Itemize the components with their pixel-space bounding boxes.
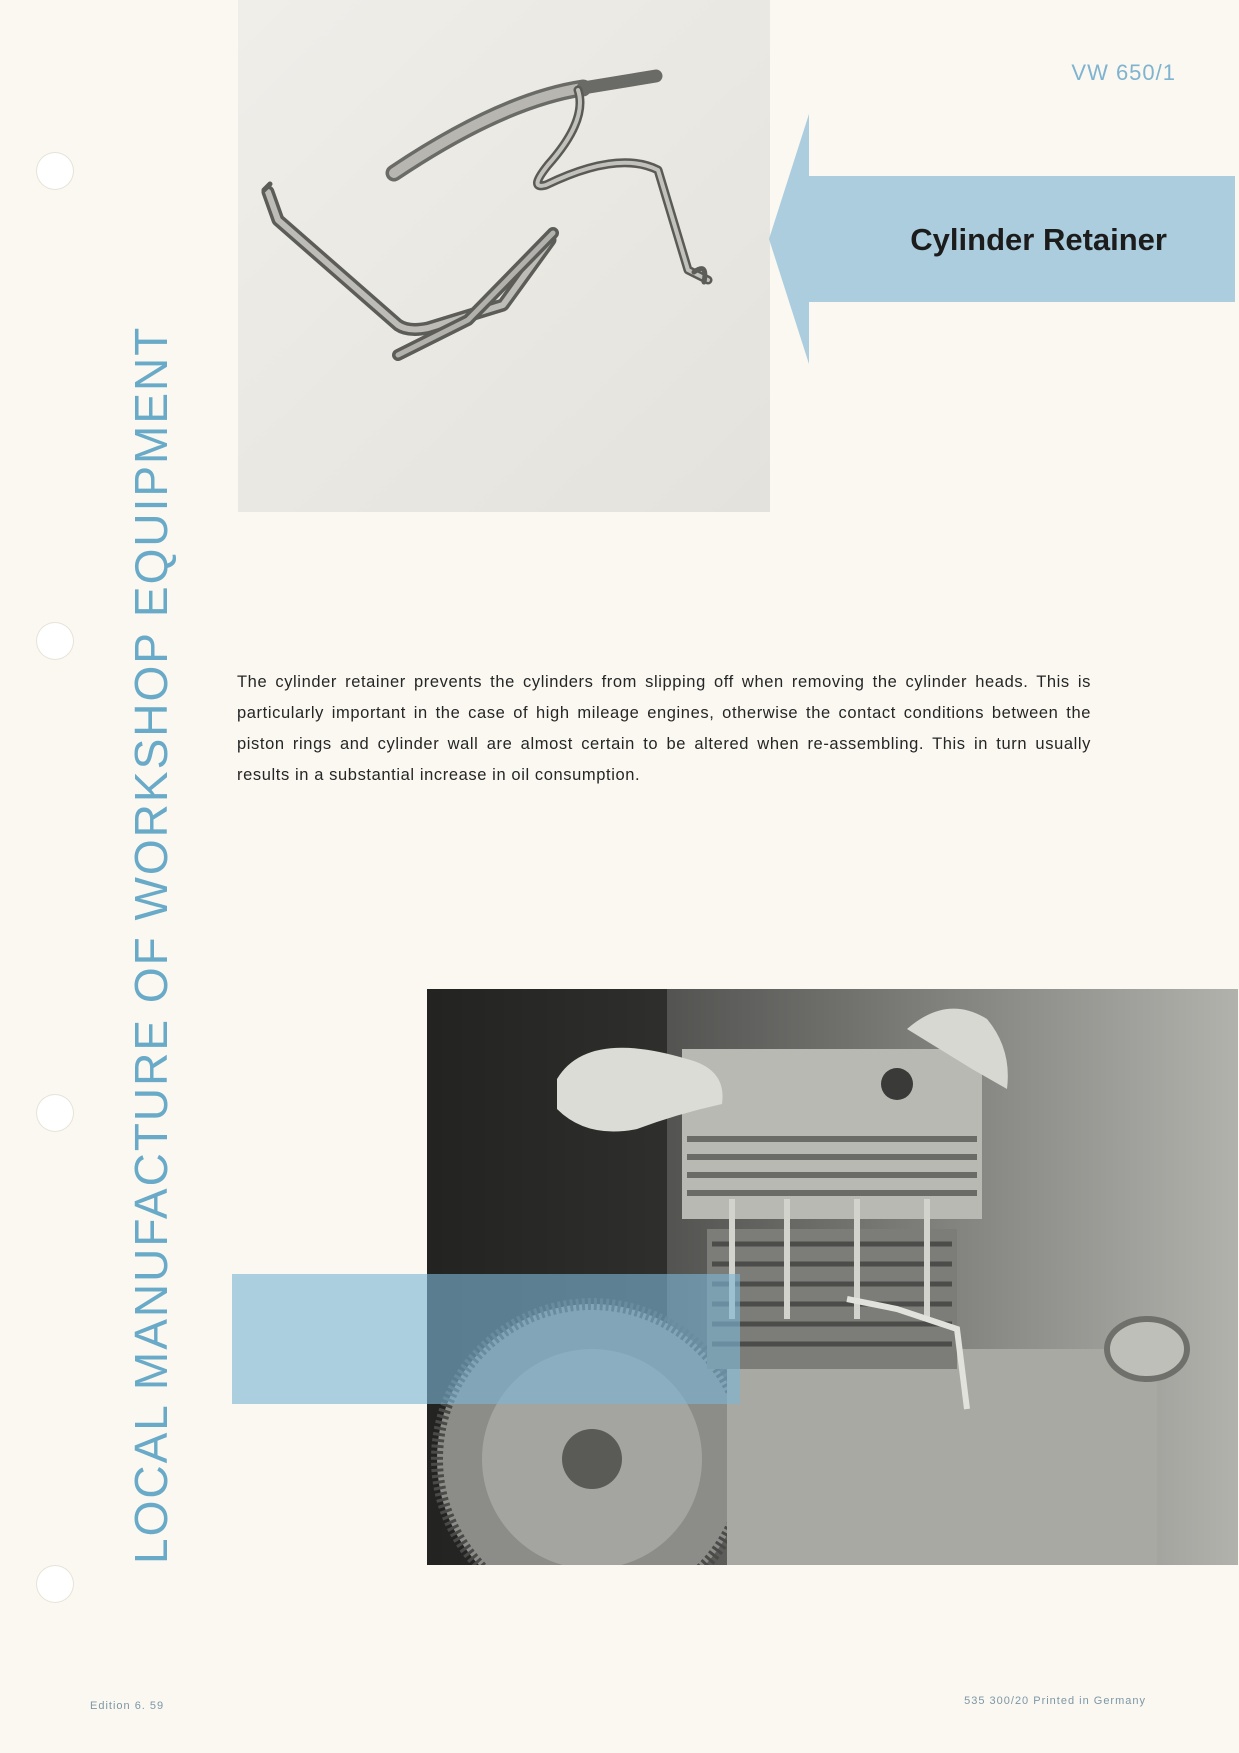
edition-label: Edition 6. 59 [90,1700,165,1712]
binder-hole [36,1094,74,1132]
tool-description: The cylinder retainer prevents the cylinders from slipping off when removing the cylinder heads. This is particularly important in the case of high mileage engines, otherwise the contact conditions between the piston rings and cylinder wall are almost certain to be altered when re-assembling. This in turn usually results in a substantial increase in oil consumption. [237,672,1091,784]
binder-hole [36,622,74,660]
document-number: VW 650/1 [1071,60,1176,85]
binder-hole [36,152,74,190]
cylinder-retainer-illustration [238,0,770,512]
binder-hole [36,1565,74,1603]
accent-band [232,1274,740,1404]
tool-title: Cylinder Retainer [910,222,1167,257]
series-title: LOCAL MANUFACTURE OF WORKSHOP EQUIPMENT [125,325,177,1564]
print-info: 535 300/20 Printed in Germany [964,1695,1146,1707]
tool-photo [238,0,770,512]
